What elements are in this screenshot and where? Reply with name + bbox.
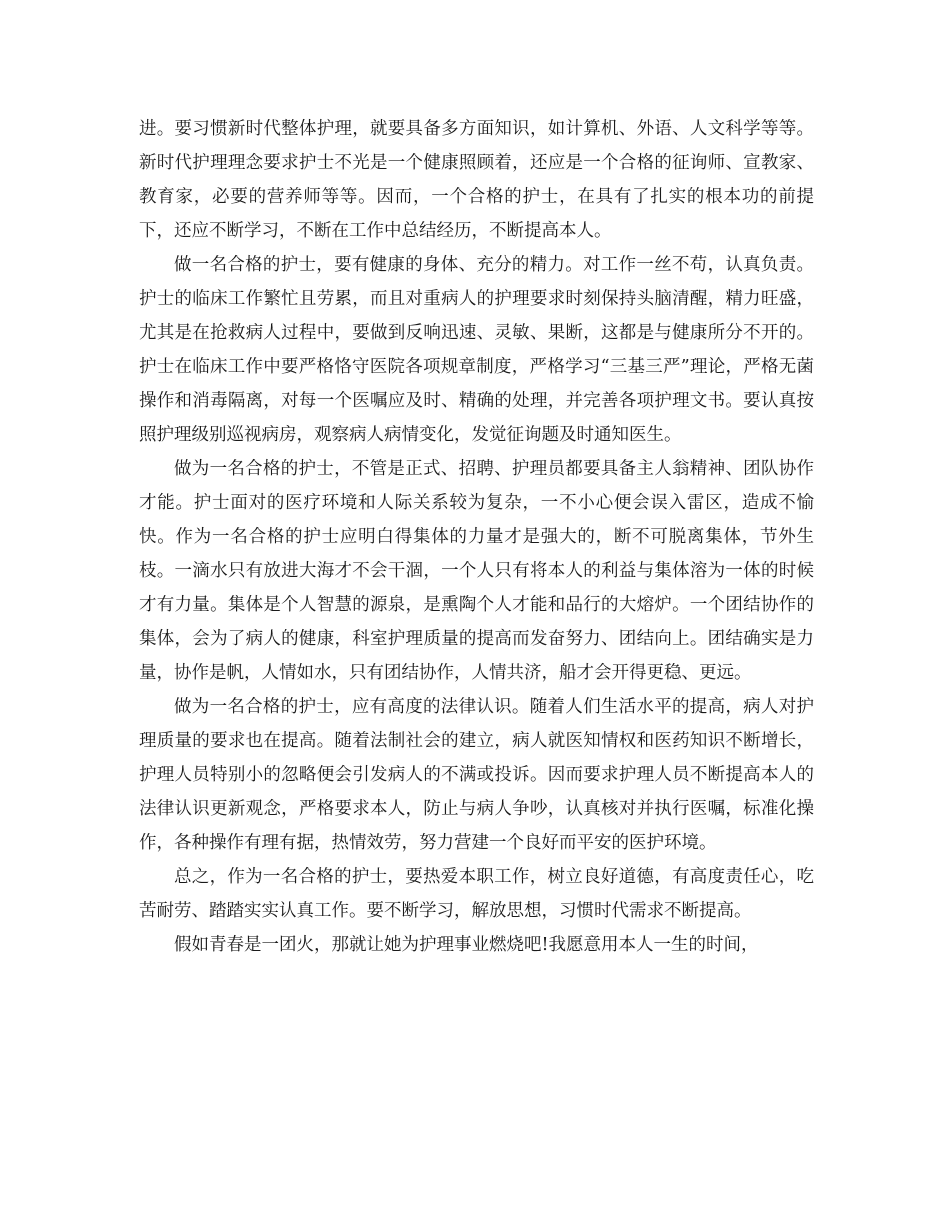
paragraph-teamwork: 做为一名合格的护士，不管是正式、招聘、护理员都要具备主人翁精神、团队协作才能。护士面对的医疗环境和人际关系较为复杂，一不小心便会误入雷区，造成不愉快。作为一名合格的护士应明白得集体的力量才是强大的，断不可脱离集体，节外生枝。一滴水只有放进大海才不会干涸，一个人只有将本人的利益与集体溶为一体的时候才有力量。集体是个人智慧的源泉，是熏陶个人才能和品行的大熔炉。一个团结协作的集体，会为了病人的健康，科室护理质量的提高而发奋努力、团结向上。团结确实是力量，协作是帆，人情如水，只有团结协作，人情共济，船才会开得更稳、更远。 <box>139 459 814 683</box>
document-body <box>139 112 814 962</box>
paragraph-summary: 总之，作为一名合格的护士，要热爱本职工作，树立良好道德，有高度责任心，吃苦耐劳、踏踏实实认真工作。要不断学习，解放思想，习惯时代需求不断提高。 <box>139 867 814 921</box>
paragraph-health: 做一名合格的护士，要有健康的身体、充分的精力。对工作一丝不苟，认真负责。护士的临床工作繁忙且劳累，而且对重病人的护理要求时刻保持头脑清醒，精力旺盛，尤其是在抢救病人过程中，要做到反响迅速、灵敏、果断，这都是与健康所分不开的。护士在临床工作中要严格恪守医院各项规章制度，严格学习“三基三严”理论，严格无菌操作和消毒隔离，对每一个医嘱应及时、精确的处理，并完善各项护理文书。要认真按照护理级别巡视病房，观察病人病情变化，发觉征询题及时通知医生。 <box>139 255 814 445</box>
paragraph-closing: 假如青春是一团火，那就让她为护理事业燃烧吧!我愿意用本人一生的时间， <box>174 935 759 955</box>
paragraph-legal-awareness: 做为一名合格的护士，应有高度的法律认识。随着人们生活水平的提高，病人对护理质量的要求也在提高。随着法制社会的建立，病人就医知情权和医药知识不断增长，护理人员特别小的忽略便会引发病人的不满或投诉。因而要求护理人员不断提高本人的法律认识更新观念，严格要求本人，防止与病人争吵，认真核对并执行医嘱，标准化操作，各种操作有理有据，热情效劳，努力营建一个良好而平安的医护环境。 <box>139 697 814 853</box>
paragraph-continuation: 进。要习惯新时代整体护理，就要具备多方面知识，如计算机、外语、人文科学等等。新时代护理理念要求护士不光是一个健康照顾着，还应是一个合格的征询师、宣教家、教育家，必要的营养师等等。因而，一个合格的护士，在具有了扎实的根本功的前提下，还应不断学习，不断在工作中总结经历，不断提高本人。 <box>139 119 814 241</box>
